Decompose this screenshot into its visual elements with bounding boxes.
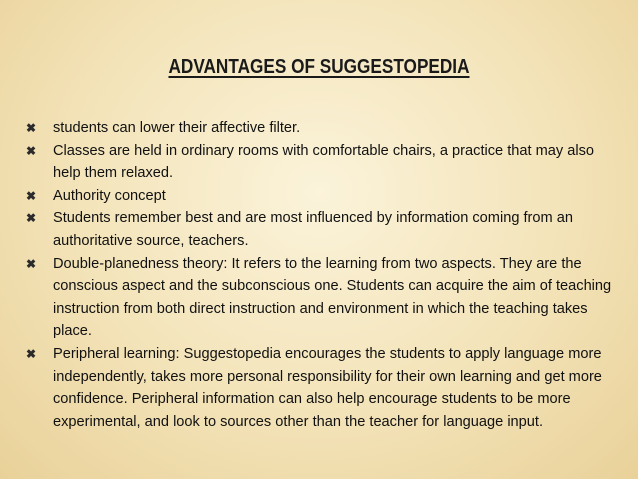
x-mark-bullet-icon: ✖ [26,211,37,226]
x-mark-bullet-icon: ✖ [26,121,37,135]
list-item [24,140,624,185]
list-item-text: Double-planedness theory: It refers to the learning from two aspects. They are the conscious aspect and the subconscious one. Students can acquire the aim of teaching instruction from both direct instruction and environment in which the teaching takes place. [53,255,612,340]
list-item-text: Peripheral learning: Suggestopedia encourages the students to apply language more independently, takes more personal responsibility for their own learning and get more confidence. Peripheral information can also help encourage students to be more experimental, and look to sources other than the teacher for language input. [53,345,602,430]
list-item [24,253,624,343]
list-item [24,343,624,433]
x-mark-bullet-icon: ✖ [26,256,37,271]
x-mark-bullet-icon: ✖ [26,188,37,203]
list-item-text: Authority concept [53,187,166,204]
list-item-text: students can lower their affective filter. [53,120,301,136]
list-item-text: Classes are held in ordinary rooms with comfortable chairs, a practice that may also help them relaxed. [53,142,595,182]
bullet-list [24,117,624,433]
list-item-text: Students remember best and are most influenced by information coming from an authoritative source, teachers. [53,210,573,249]
list-item [24,117,624,140]
x-mark-bullet-icon: ✖ [26,346,37,361]
list-item [24,185,624,208]
slide-title: ADVANTAGES OF SUGGESTOPEDIA [168,56,470,78]
list-item [24,207,624,252]
x-mark-bullet-icon: ✖ [26,143,37,158]
